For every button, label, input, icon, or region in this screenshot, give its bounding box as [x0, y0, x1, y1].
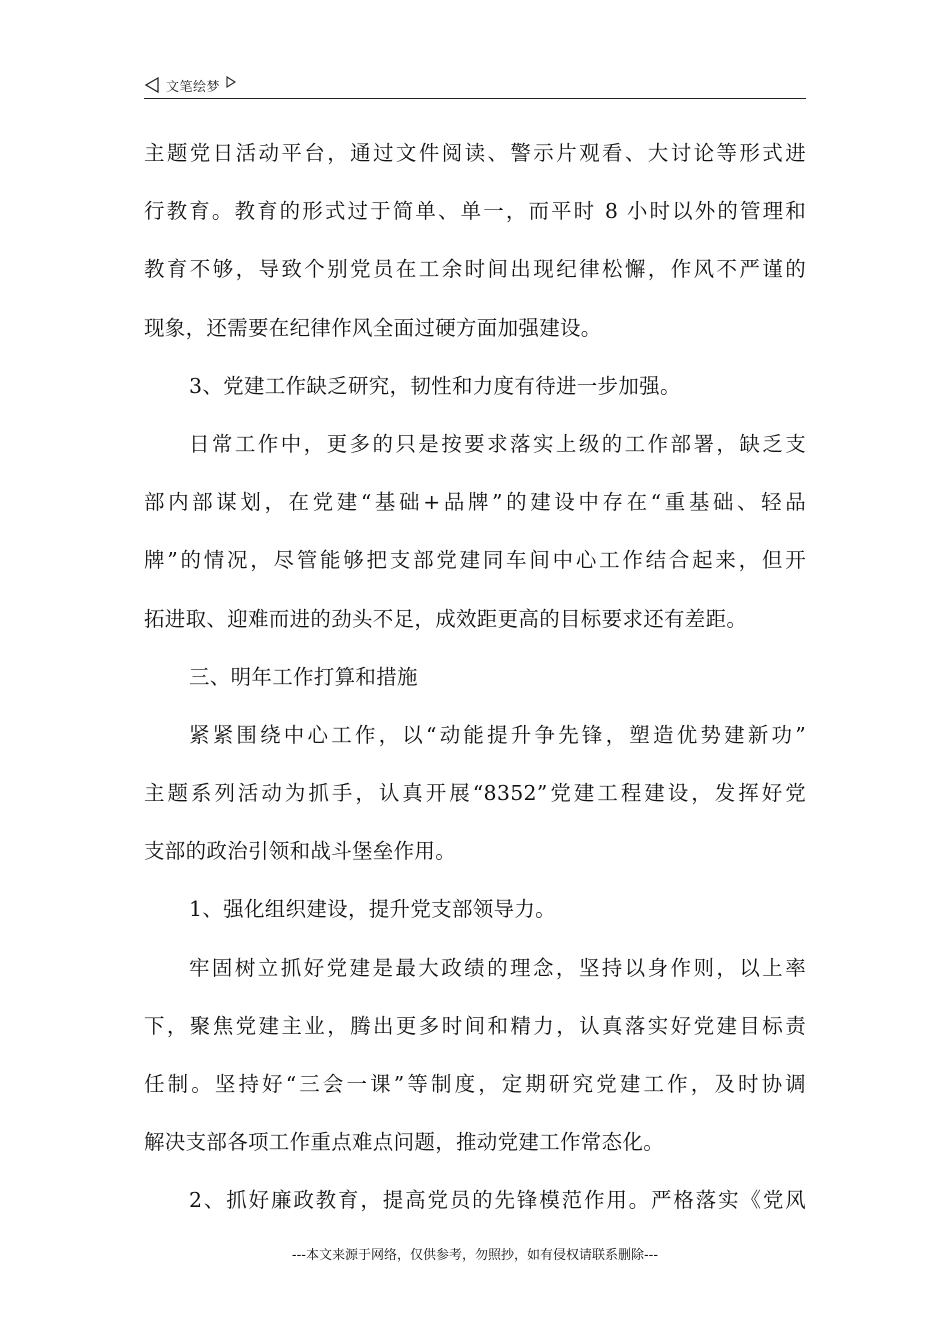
- text-line: 解决支部各项工作重点难点问题，推动党建工作常态化。: [144, 1130, 664, 1155]
- text-line: 支部的政治引领和战斗堡垒作用。: [144, 839, 456, 864]
- text-line: 行教育。教育的形式过于简单、单一，而平时 8 小时以外的管理和: [144, 199, 806, 224]
- text-line: 教育不够，导致个别党员在工余时间出现纪律松懈，作风不严谨的: [144, 257, 806, 282]
- text-line: 1、强化组织建设，提升党支部领导力。: [189, 897, 556, 922]
- triangle-left-icon: [144, 77, 160, 93]
- text-line: 拓进取、迎难而进的劲头不足，成效距更高的目标要求还有差距。: [144, 606, 748, 631]
- text-line: 3、党建工作缺乏研究，韧性和力度有待进一步加强。: [189, 373, 681, 398]
- triangle-right-icon: [226, 76, 236, 88]
- text-line: 部内部谋划，在党建“基础+品牌”的建设中存在“重基础、轻品: [144, 490, 806, 515]
- header-title: 文笔绘梦: [166, 79, 221, 95]
- header-brand: [144, 74, 236, 96]
- text-line: 三、明年工作打算和措施: [189, 664, 418, 689]
- text-line: 紧紧围绕中心工作，以“动能提升争先锋，塑造优势建新功”: [189, 722, 806, 747]
- footer-disclaimer: ---本文来源于网络，仅供参考，勿照抄，如有侵权请联系删除---: [291, 1248, 659, 1263]
- text-line: 主题系列活动为抓手，认真开展“8352”党建工程建设，发挥好党: [144, 781, 806, 806]
- text-line: 日常工作中，更多的只是按要求落实上级的工作部署，缺乏支: [189, 431, 806, 456]
- text-line: 主题党日活动平台，通过文件阅读、警示片观看、大讨论等形式进: [144, 141, 806, 165]
- text-line: 牌”的情况，尽管能够把支部党建同车间中心工作结合起来，但开: [144, 548, 806, 573]
- page-header: [144, 72, 806, 99]
- document-body: [144, 124, 806, 1230]
- text-line: 牢固树立抓好党建是最大政绩的理念，坚持以身作则，以上率: [189, 955, 806, 980]
- text-line: 现象，还需要在纪律作风全面过硬方面加强建设。: [144, 315, 602, 340]
- text-line: 下，聚焦党建主业，腾出更多时间和精力，认真落实好党建目标责: [144, 1013, 806, 1038]
- text-line: 2、抓好廉政教育，提高党员的先锋模范作用。严格落实《党风: [189, 1188, 806, 1213]
- text-line: 任制。坚持好“三会一课”等制度，定期研究党建工作，及时协调: [144, 1072, 806, 1096]
